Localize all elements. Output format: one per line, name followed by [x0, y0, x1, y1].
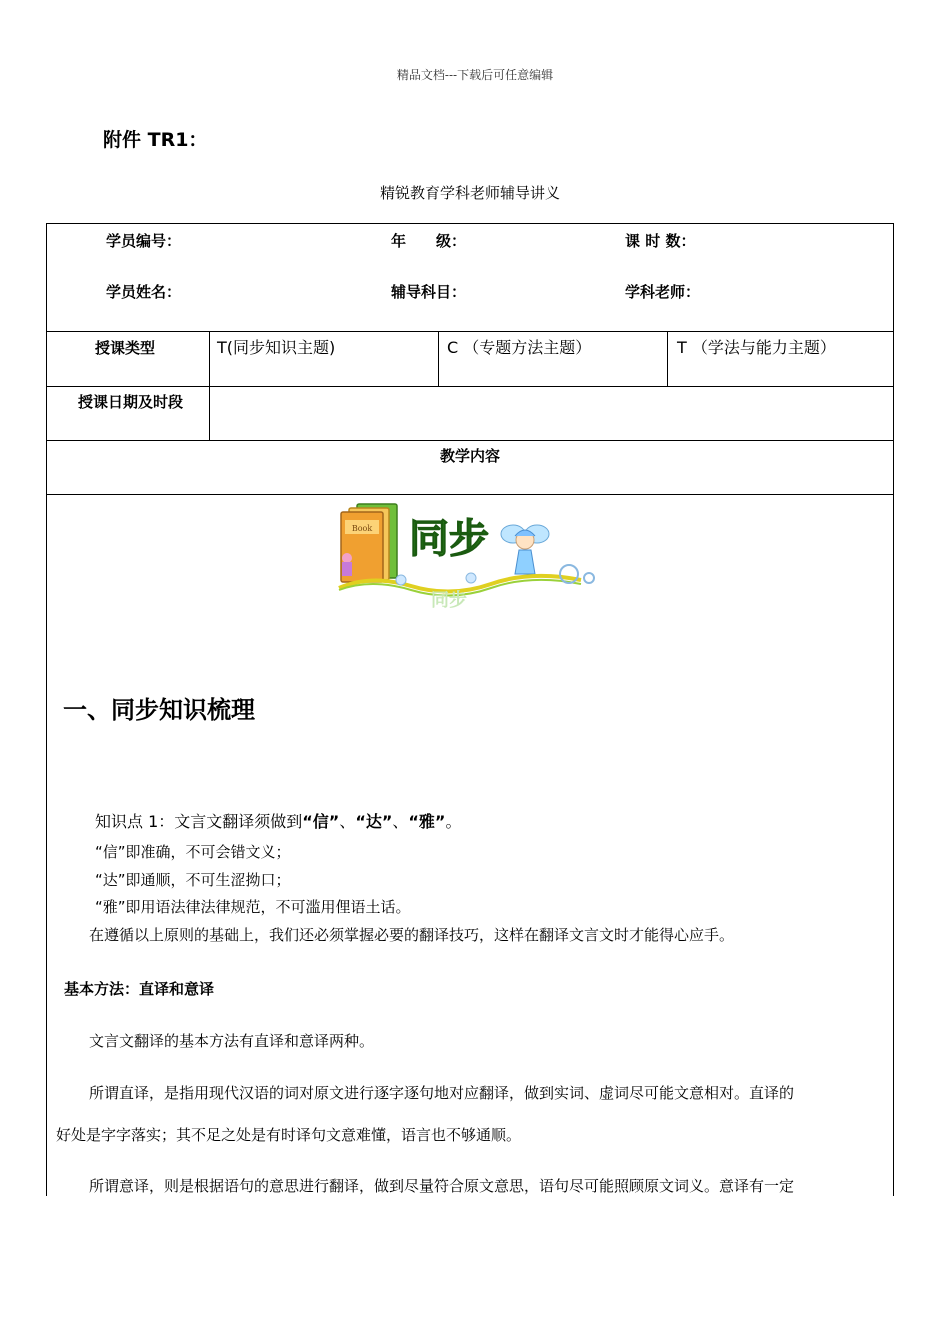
teaching-content-label: 教学内容 — [439, 447, 500, 465]
attachment-label: 附件 TR1： — [103, 129, 208, 151]
da-definition: “达”即通顺，不可生涩拗口； — [95, 871, 291, 889]
section-heading: 一、同步知识梳理 — [63, 696, 255, 724]
sync-logo-banner — [331, 494, 603, 610]
row-divider — [47, 440, 893, 441]
xin-definition: “信”即准确，不可会错文义； — [95, 843, 291, 861]
term-xin: “信” — [302, 812, 340, 831]
teacher-label: 学科老师： — [625, 283, 701, 301]
subject-label: 辅导科目： — [391, 283, 467, 301]
lesson-type-c-option: C （专题方法主题） — [447, 338, 592, 357]
principle-paragraph: 在遵循以上原则的基础上，我们还必须掌握必要的翻译技巧，这样在翻译文言文时才能得心应手。 — [89, 926, 735, 944]
lesson-date-label: 授课日期及时段 — [78, 393, 184, 411]
svg-text:同步: 同步 — [431, 590, 467, 610]
knowledge-point-1 — [95, 809, 461, 832]
lesson-count-label: 课 时 数： — [625, 232, 696, 250]
term-ya: “雅” — [408, 812, 446, 831]
grade-label: 年 级： — [391, 232, 467, 250]
column-divider — [209, 331, 210, 441]
lesson-type-t2-option: T （学法与能力主题） — [677, 338, 836, 357]
lesson-form-table — [46, 223, 894, 1196]
period: 。 — [445, 812, 462, 831]
separator: 、 — [392, 812, 409, 831]
svg-text:Book: Book — [351, 524, 373, 533]
student-name-label: 学员姓名： — [106, 283, 182, 301]
literal-translation-line-2: 好处是字字落实；其不足之处是有时译句文意难懂，语言也不够通顺。 — [56, 1126, 522, 1144]
lesson-type-t-option: T(同步知识主题) — [217, 338, 336, 357]
header-watermark: 精品文档---下载后可任意编辑 — [396, 68, 554, 82]
row-divider — [47, 386, 893, 387]
method-heading: 基本方法：直译和意译 — [64, 980, 215, 998]
column-divider — [438, 331, 439, 386]
book-stack-fairy-banner-icon — [331, 494, 603, 610]
svg-text:同步: 同步 — [409, 516, 489, 562]
student-id-label: 学员编号： — [106, 232, 182, 250]
separator: 、 — [339, 812, 356, 831]
document-title: 精锐教育学科老师辅导讲义 — [379, 184, 560, 202]
literal-translation-line-1: 所谓直译，是指用现代汉语的词对原文进行逐字逐句地对应翻译，做到实词、虚词尽可能文意相对。直译的 — [89, 1084, 795, 1102]
ya-definition: “雅”即用语法律法律规范，不可滥用俚语土话。 — [95, 898, 411, 916]
term-da: “达” — [355, 812, 393, 831]
row-divider — [47, 331, 893, 332]
point-text: 知识点 1：文言文翻译须做到 — [95, 812, 303, 831]
lesson-type-label: 授课类型 — [95, 339, 156, 357]
free-translation-line-1: 所谓意译，则是根据语句的意思进行翻译，做到尽量符合原文意思，语句尽可能照顾原文词义。意译有一定 — [89, 1177, 795, 1195]
column-divider — [667, 331, 668, 386]
method-intro: 文言文翻译的基本方法有直译和意译两种。 — [89, 1032, 375, 1050]
